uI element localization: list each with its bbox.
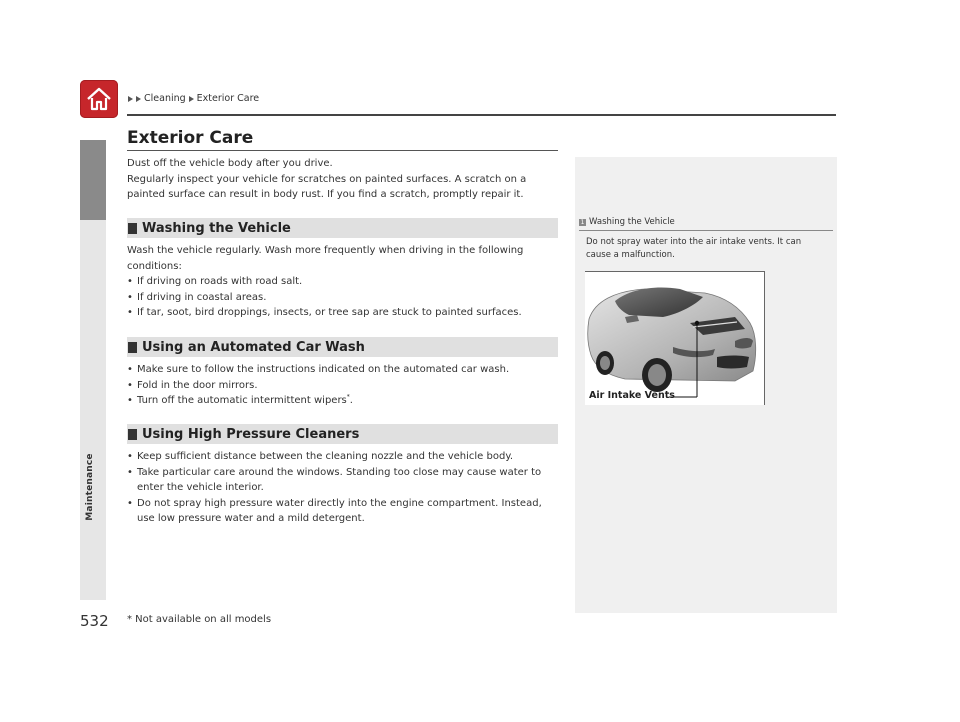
intro-paragraph: Dust off the vehicle body after you drive. <box>127 158 333 169</box>
section-body-washing <box>127 243 558 321</box>
section-body-automated-wash <box>127 362 558 409</box>
intro-paragraph: Regularly inspect your vehicle for scratches on painted surfaces. A scratch on a painted surface can result in body rust. If you find a scratch, promptly repair it. <box>127 173 527 200</box>
section-heading-text: Using an Automated Car Wash <box>142 339 365 355</box>
section-heading-washing <box>127 218 558 238</box>
callout-air-intake-vents: Air Intake Vents <box>589 390 675 401</box>
section-marker-icon <box>128 223 137 234</box>
section-paragraph: Wash the vehicle regularly. Wash more frequently when driving in the following conditions: <box>127 245 524 272</box>
car-icon <box>585 271 765 405</box>
list-item: • Make sure to follow the instructions indicated on the automated car wash. <box>127 362 558 378</box>
section-marker-icon <box>128 429 137 440</box>
breadcrumb-item-exterior-care[interactable]: Exterior Care <box>196 93 260 104</box>
breadcrumb-arrow-icon <box>189 96 194 102</box>
list-item-end: . <box>349 395 353 406</box>
note-heading <box>579 217 833 227</box>
illustration-frame <box>764 271 765 405</box>
section-body-high-pressure <box>127 449 558 527</box>
breadcrumb <box>128 93 259 104</box>
section-heading-text: Washing the Vehicle <box>142 220 291 236</box>
page-title: Exterior Care <box>127 128 254 148</box>
breadcrumb-item-cleaning[interactable]: Cleaning <box>144 93 186 104</box>
note-text: Do not spray water into the air intake vents. It can cause a malfunction. <box>586 237 802 260</box>
section-heading-text: Using High Pressure Cleaners <box>142 426 360 442</box>
header-rule <box>127 114 836 116</box>
list-item: • Keep sufficient distance between the cleaning nozzle and the vehicle body. <box>127 449 558 465</box>
list-item: • If tar, soot, bird droppings, insects, or tree sap are stuck to painted surfaces. <box>127 305 558 321</box>
chapter-tab <box>80 140 106 220</box>
footnote: * Not available on all models <box>127 614 272 625</box>
list-item: • If driving in coastal areas. <box>127 290 558 306</box>
illustration-frame <box>585 271 765 272</box>
list-item: • Do not spray high pressure water directly into the engine compartment. Instead, use low pressure water and a mild detergent. <box>127 496 558 527</box>
intro-text <box>127 156 558 203</box>
section-heading-automated-wash <box>127 337 558 357</box>
section-marker-icon <box>128 342 137 353</box>
list-item: • If driving on roads with road salt. <box>127 274 558 290</box>
home-icon <box>85 85 113 113</box>
list-item <box>127 393 558 409</box>
breadcrumb-arrow-icon <box>128 96 133 102</box>
car-illustration <box>585 271 765 405</box>
title-rule <box>127 150 558 151</box>
chapter-label: Maintenance <box>85 453 95 521</box>
home-button[interactable] <box>80 80 118 118</box>
breadcrumb-arrow-icon <box>136 96 141 102</box>
list-item-text: Turn off the automatic intermittent wipers <box>137 395 347 406</box>
footnote-mark[interactable]: * <box>346 393 350 401</box>
chapter-tab-track <box>80 220 106 600</box>
note-heading-text[interactable]: Washing the Vehicle <box>589 217 675 227</box>
note-rule <box>579 230 833 231</box>
list-item: • Fold in the door mirrors. <box>127 378 558 394</box>
note-icon: 1 <box>580 218 585 226</box>
list-item: • Take particular care around the windows. Standing too close may cause water to enter the vehicle interior. <box>127 465 558 496</box>
page-number: 532 <box>80 612 109 630</box>
section-heading-high-pressure <box>127 424 558 444</box>
